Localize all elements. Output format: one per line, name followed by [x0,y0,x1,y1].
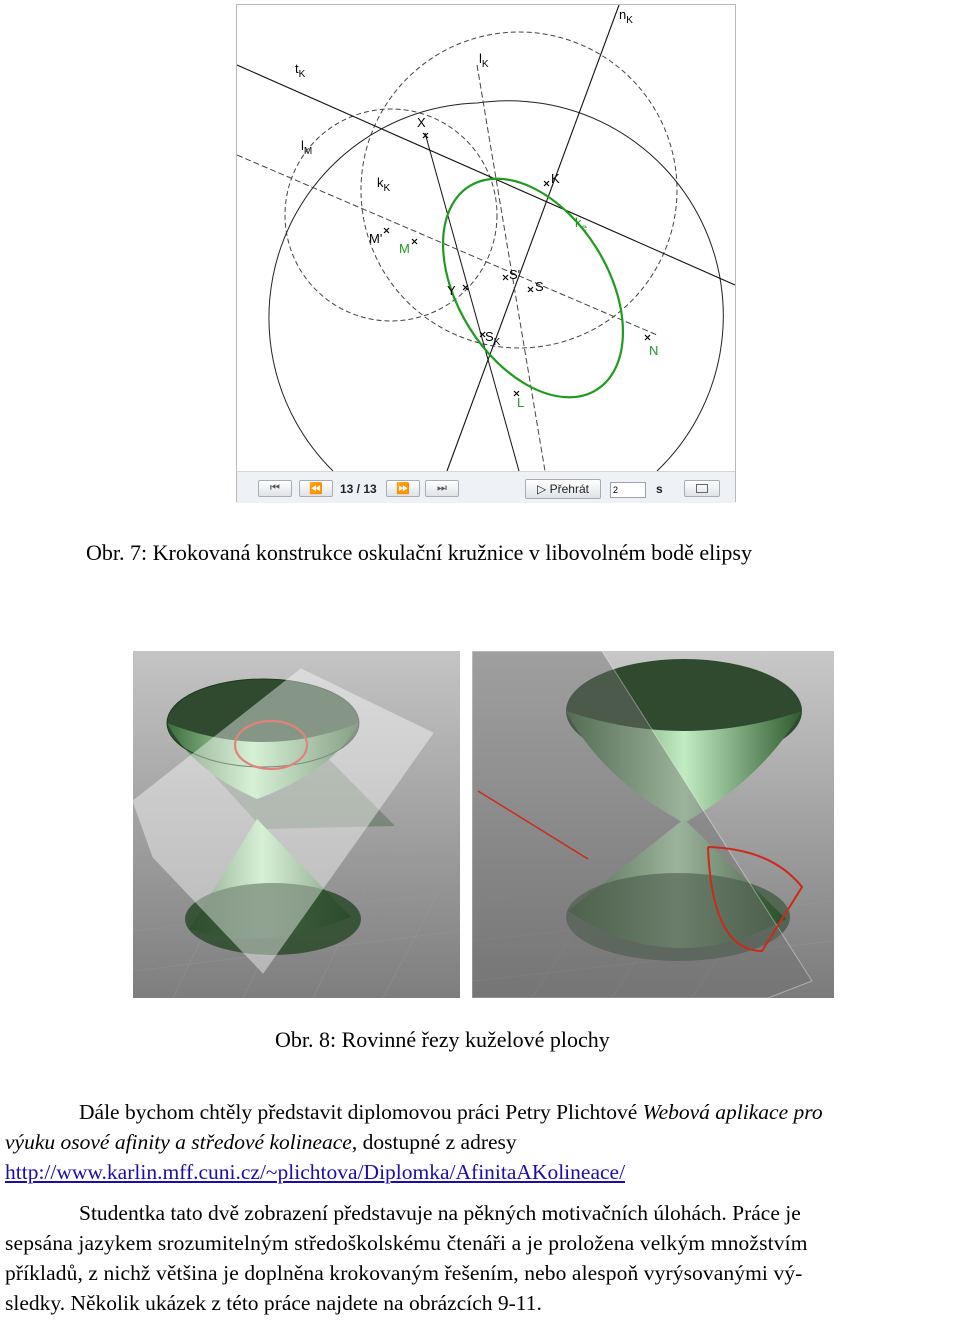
thesis-title-part1: Webová aplikace pro [642,1100,823,1124]
paragraph-line [5,1157,960,1187]
next-step-button[interactable] [386,480,420,497]
previous-step-button[interactable] [299,480,333,497]
speed-input[interactable]: 2 [610,482,646,498]
step-forward-icon: ⏩ [396,483,410,495]
label-kk: $k_K$ [377,175,391,194]
play-button[interactable]: ▷ Přehrát [525,479,601,499]
label-tk: $t_K$ [295,61,306,80]
step-toolbar [237,471,735,503]
label-s-prime: S' [509,267,521,282]
label-y: Y [447,283,456,298]
tangent-line-tk [237,65,735,285]
availability-text: , dostupné z adresy [351,1130,517,1154]
step-back-icon: ⏪ [309,483,323,495]
paragraph-line: příkladů, z nichž většina je doplněna krokovaným řešením, nebo alespoň vyrýsovanými vý- [5,1261,803,1285]
paragraph-line [5,1127,960,1157]
label-l: L [517,395,525,410]
label-nk: $n_K$ [619,7,633,26]
last-step-button[interactable] [425,480,459,497]
label-m: M [399,241,410,256]
paragraph-line: Studentka tato dvě zobrazení představuje na pěkných motivačních úlohách. Práce je [79,1201,801,1225]
caption-figure-7: Obr. 7: Krokovaná konstrukce oskulační kružnice v libovolném bodě elipsy [86,540,752,565]
label-sk: $S_K$ [485,329,501,348]
step-counter: 13 / 13 [340,482,377,496]
thesis-link[interactable]: http://www.karlin.mff.cuni.cz/~plichtova/Diplomka/AfinitaAKolineace/ [5,1160,626,1184]
paragraph-line: sledky. Několik ukázek z této práce najdete na obrázcích 9-11. [5,1291,542,1315]
label-ke: $k_e$ [575,215,588,234]
label-x: X [417,115,426,130]
label-lk: $l_K$ [479,51,489,70]
label-m-prime: M' [369,231,383,246]
paragraph-description [5,1198,960,1318]
construction-applet [236,4,736,502]
thesis-title-part2: výuku osové afinity a středové kolineace [5,1130,352,1154]
ellipse-ke [406,146,660,429]
osculating-arc [269,101,723,471]
normal-line-nk [447,5,619,471]
paragraph-intro [5,1097,960,1187]
paragraph-line: sepsána jazykem srozumitelným středoškolskému čtenáři a je proložena velkým množstvím [5,1231,808,1255]
caption-figure-8: Obr. 8: Rovinné řezy kuželové plochy [275,1027,610,1052]
point-marks [384,133,650,396]
cone-render-right [472,651,834,998]
dashed-circle-m [285,109,497,321]
label-lm: $l_M$ [301,138,313,157]
label-s: S [535,279,544,294]
skip-to-end-icon: ⏭ [437,482,447,494]
label-n: N [649,343,659,358]
skip-to-start-icon: ⏮ [270,482,280,494]
speed-unit: s [656,482,663,496]
intro-text: Dále bychom chtěly představit diplomovou práci Petry Plichtové [79,1100,643,1124]
cone-render-left [133,651,460,998]
paragraph-line [5,1097,960,1127]
first-step-button[interactable] [258,480,292,497]
label-k: K [551,171,560,186]
window-icon [696,484,708,493]
construction-drawing [237,5,735,471]
fullscreen-button[interactable] [684,480,720,497]
